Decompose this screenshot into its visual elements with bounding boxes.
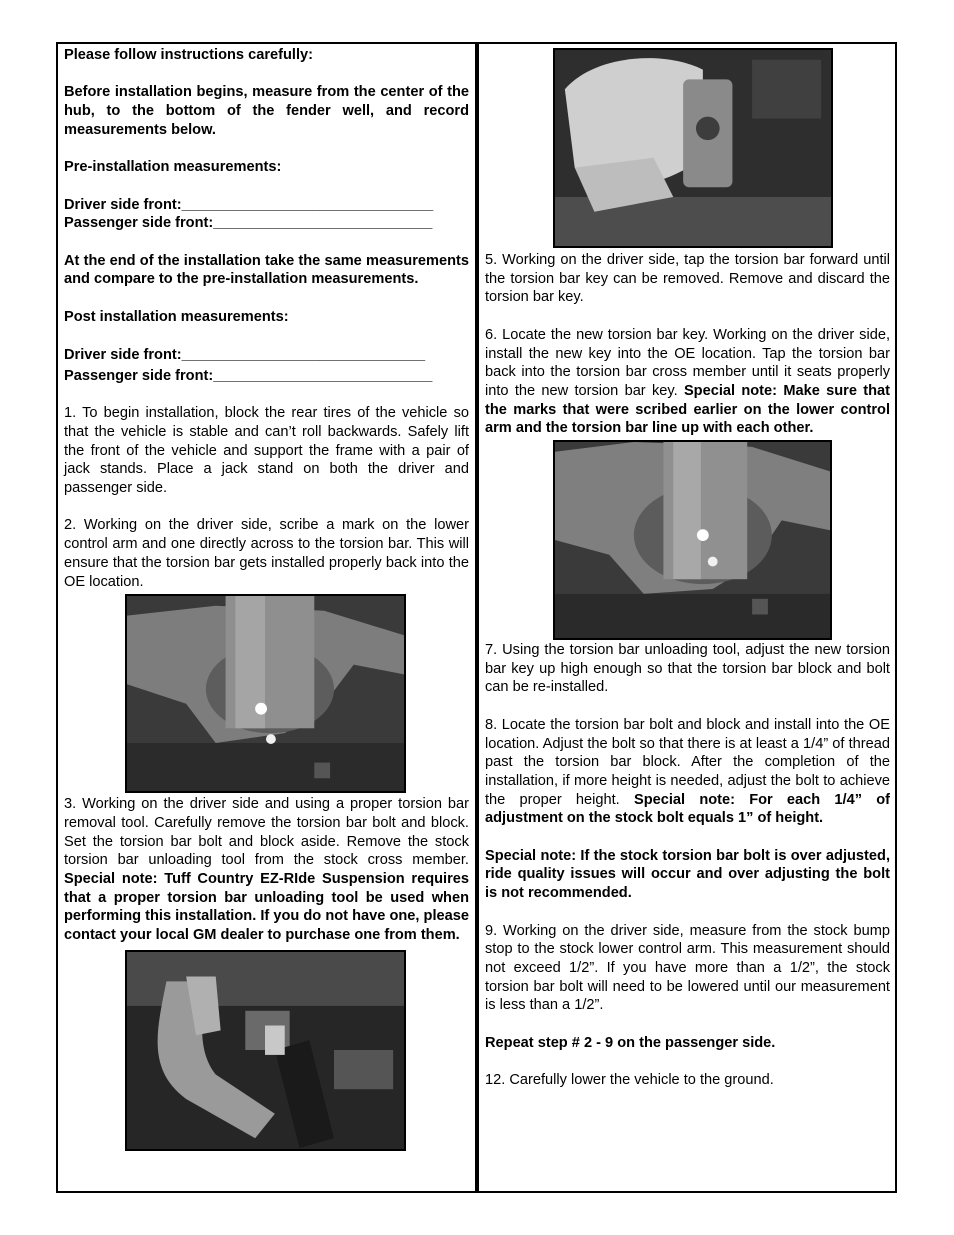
pre-passenger-line: Passenger side front:___________________________ [64, 215, 433, 232]
step-8: 8. Locate the torsion bar bolt and block and install into the OE location. Adjust the bolt so that there is at least a 1/4” of thread past the torsion bar block. After the completion of the installation, if more height is needed, adjust the bolt to achieve the proper height. Special note: For each 1/4” of adjustment on the stock bolt equals 1” of height. [485, 716, 890, 827]
photo-torsion-bar-tool [125, 950, 406, 1151]
step-8-note: Special note: For each 1/4” of adjustment on the stock bolt equals 1” of height. [485, 791, 890, 827]
post-heading: Post installation measurements: [64, 308, 289, 325]
step-7: 7. Using the torsion bar unloading tool, adjust the new torsion bar key up high enough so that the torsion bar block and bolt can be re-installed. [485, 642, 890, 696]
right-column [485, 46, 890, 1090]
intro-heading: Please follow instructions carefully: [64, 47, 313, 63]
step-1: 1. To begin installation, block the rear tires of the vehicle so that the vehicle is stable and can’t roll backwards. Safely lift the front of the vehicle and support the frame with a pair of jack stands. Place a jack stand on both the driver and passenger side. [64, 405, 469, 497]
step-2: 2. Working on the driver side, scribe a mark on the lower control arm and one directly across to the torsion bar. This will ensure that the torsion bar gets installed properly back into the OE location. [64, 517, 469, 590]
step-12: 12. Carefully lower the vehicle to the ground. [485, 1072, 774, 1089]
repeat-instruction: Repeat step # 2 - 9 on the passenger side. [485, 1034, 776, 1051]
photo-control-arm-mark [125, 594, 406, 793]
post-passenger-line: Passenger side front:___________________________ [64, 367, 433, 384]
photo-marks-aligned [553, 440, 832, 640]
pre-heading: Pre-installation measurements: [64, 159, 282, 176]
step-3-note: Special note: Tuff Country EZ-RIde Suspension requires that a proper torsion bar unloading tool be used when performing this installation. If you do not have one, please contact your local GM dealer to purchase one from them. [64, 871, 469, 944]
photo-torsion-bar-key [553, 48, 833, 248]
column-divider [475, 42, 479, 1193]
step-6: 6. Locate the new torsion bar key. Working on the driver side, install the new key into the OE location. Tap the torsion bar back into the torsion bar cross member until it seats properly into the new torsion bar key. Special note: Make sure that the marks that were scribed earlier on the lower control arm and the torsion bar line up with each other. [485, 326, 890, 437]
special-note: Special note: If the stock torsion bar bolt is over adjusted, ride quality issues will occur and over adjusting the bolt is not recommended. [485, 847, 890, 902]
post-driver-line: Driver side front:______________________________ [64, 347, 426, 364]
step-3: 3. Working on the driver side and using a proper torsion bar removal tool. Carefully remove the torsion bar bolt and block. Set the torsion bar bolt and block aside. Remove the stock torsion bar unloading tool from the stock cross member. Special note: Tuff Country EZ-RIde Suspension requires that a proper torsion bar unloading tool be used when performing this installation. If you do not have one, please contact your local GM dealer to purchase one from them. [64, 796, 469, 944]
intro-text: Before installation begins, measure from the center of the hub, to the bottom of the fender well, and record measurements below. [64, 84, 469, 138]
left-column [64, 46, 469, 1151]
compare-text: At the end of the installation take the same measurements and compare to the pre-installation measurements. [64, 252, 469, 288]
pre-driver-line: Driver side front:_______________________________ [64, 196, 434, 213]
step-5: 5. Working on the driver side, tap the torsion bar forward until the torsion bar key can be removed. Remove and discard the torsion bar key. [485, 252, 890, 306]
step-9: 9. Working on the driver side, measure from the stock bump stop to the stock lower control arm. This measurement should not exceed 1/2”. If you have more than a 1/2”, the stock torsion bar bolt will need to be lowered until our measurement is less than a 1/2”. [485, 922, 890, 1014]
step-6-note: Special note: Make sure that the marks that were scribed earlier on the lower control arm and the torsion bar line up with each other. [485, 382, 890, 437]
